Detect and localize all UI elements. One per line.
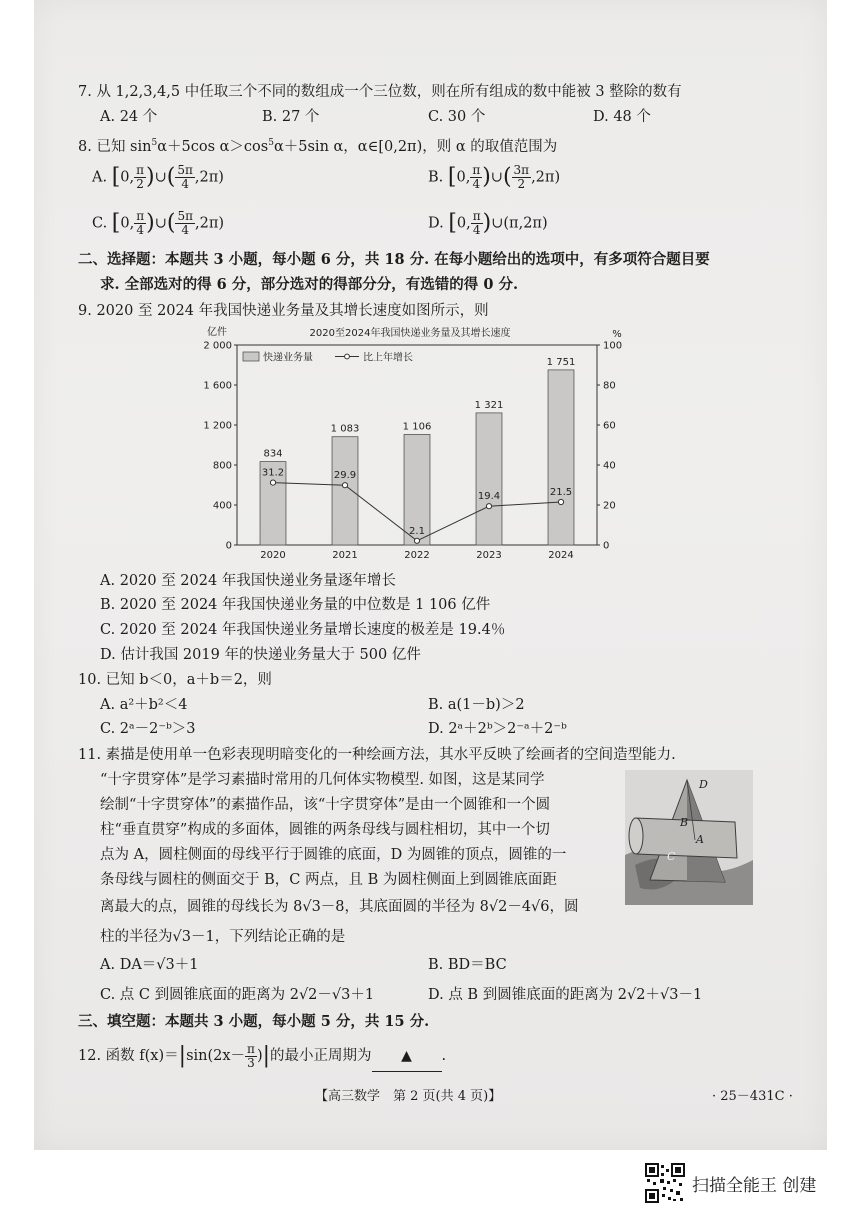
section-2-heading: 二、选择题：本题共 3 小题，每小题 6 分，共 18 分. 在每小题给出的选项中，有多项符合题目要 <box>78 251 710 268</box>
q11-option-a: A. DA＝√3＋1 <box>100 957 199 973</box>
q10-stem: 10. 已知 b＜0，a＋b＝2，则 <box>78 672 272 688</box>
page-footer: 【高三数学 第 2 页(共 4 页)】 <box>315 1089 502 1104</box>
growth-label-2020: 31.2 <box>261 467 285 479</box>
cross-penetration-sketch <box>625 770 753 905</box>
q11-option-c: C. 点 C 到圆锥底面的距离为 2√2－√3＋1 <box>100 987 375 1003</box>
legend-line-marker <box>345 354 350 359</box>
left-tick-label: 1 200 <box>203 420 232 432</box>
q8-stem: 8. 已知 $\sin^5\alpha+5\cos$ $\alpha>\cos^5\alpha+5\sin$ α，α∈[0,2π)，则 α 的取值范围为 <box>78 138 558 155</box>
label-d: D <box>699 778 708 791</box>
bar-label-2022: 1 106 <box>402 421 432 433</box>
q11-option-d: D. 点 B 到圆锥底面的距离为 2√2＋√3－1 <box>428 987 703 1003</box>
left-tick-label: 2 000 <box>203 340 232 352</box>
q9-stem: 9. 2020 至 2024 年我国快递业务量及其增长速度如图所示，则 <box>78 303 489 319</box>
x-tick-label: 2023 <box>476 550 502 561</box>
x-tick-label: 2022 <box>404 550 430 561</box>
q7-option-a: A. 24 个 <box>100 109 158 125</box>
q9-option-a: A. 2020 至 2024 年我国快递业务量逐年增长 <box>100 573 396 589</box>
growth-label-2023: 19.4 <box>477 491 501 503</box>
q9-option-b: B. 2020 至 2024 年我国快递业务量的中位数是 1 106 亿件 <box>100 597 491 613</box>
q7-stem: 7. 从 1,2,3,4,5 中任取三个不同的数组成一个三位数，则在所有组成的数中能被 3 整除的数有 <box>78 84 682 100</box>
q11-line-2: “十字贯穿体”是学习素描时常用的几何体实物模型. 如图，这是某同学 <box>100 772 545 788</box>
q11-line-3: 绘制“十字贯穿体”的素描作品，该“十字贯穿体”是由一个圆锥和一个圆 <box>100 797 551 813</box>
section-3-heading: 三、填空题：本题共 3 小题，每小题 5 分，共 15 分. <box>78 1013 430 1030</box>
growth-point-2021 <box>342 483 347 488</box>
sketch-svg <box>625 770 753 905</box>
right-axis-unit: % <box>612 329 622 340</box>
q12-answer-blank: ▲ <box>372 1041 442 1072</box>
x-tick-label: 2020 <box>260 550 286 561</box>
legend-line-label: 比上年增长 <box>363 352 413 364</box>
bar-2023 <box>476 413 502 545</box>
q7-option-b: B. 27 个 <box>262 109 320 125</box>
legend-bar-swatch <box>243 352 259 361</box>
q11-line-5: 点为 A，圆柱侧面的母线平行于圆锥的底面，D 为圆锥的顶点，圆锥的一 <box>100 847 567 863</box>
right-tick-label: 60 <box>603 420 616 432</box>
legend-bar-label: 快递业务量 <box>263 352 313 364</box>
q8-option-c: C. [0, $\frac{\pi}{4}$ )∪( $\frac{5\pi}{4}$ ,2π) <box>92 209 225 237</box>
right-tick-label: 80 <box>603 380 616 392</box>
q10-option-d: D. 2ᵃ＋2ᵇ＞2⁻ᵃ＋2⁻ᵇ <box>428 721 567 737</box>
left-axis-unit: 亿件 <box>207 327 227 338</box>
growth-point-2022 <box>414 538 419 543</box>
express-volume-chart <box>195 323 635 568</box>
q8-option-d: D. [0, $\frac{\pi}{4}$ )∪(π,2π) <box>428 209 548 237</box>
left-tick-label: 0 <box>225 540 232 552</box>
growth-point-2023 <box>486 504 491 509</box>
growth-label-2022: 2.1 <box>409 525 425 537</box>
x-tick-label: 2024 <box>548 550 574 561</box>
right-tick-label: 0 <box>603 540 610 552</box>
chart-title: 2020至2024年我国快递业务量及其增长速度 <box>309 328 511 339</box>
bar-2024 <box>548 370 574 545</box>
qr-svg <box>645 1163 685 1203</box>
x-tick-label: 2021 <box>332 550 358 561</box>
q10-option-a: A. a²＋b²＜4 <box>100 697 188 713</box>
q12-stem: 12. 函数 f(x)＝|sin(2x－ $\frac{\pi}{3}$ )|的最小正周期为 ▲ . <box>78 1041 446 1072</box>
q9-option-d: D. 估计我国 2019 年的快递业务量大于 500 亿件 <box>100 647 421 663</box>
label-c: C <box>667 850 676 863</box>
bar-label-2024: 1 751 <box>546 356 576 368</box>
q11-line-8: 柱的半径为√3－1，下列结论正确的是 <box>100 929 346 945</box>
growth-label-2024: 21.5 <box>549 487 573 498</box>
left-tick-label: 800 <box>212 460 232 472</box>
q7-option-d: D. 48 个 <box>593 109 651 125</box>
q10-option-c: C. 2ᵃ－2⁻ᵇ＞3 <box>100 721 196 737</box>
q10-option-b: B. a(1－b)＞2 <box>428 697 525 713</box>
growth-point-2024 <box>558 499 563 504</box>
label-b: B <box>680 816 689 829</box>
q11-option-b: B. BD＝BC <box>428 957 507 973</box>
right-tick-label: 40 <box>603 460 616 472</box>
growth-label-2021: 29.9 <box>333 470 357 482</box>
bar-label-2021: 1 083 <box>330 423 360 435</box>
q8-option-a: A. [0, $\frac{\pi}{2}$ )∪( $\frac{5\pi}{4}$ ,2π) <box>92 163 224 191</box>
bar-label-2023: 1 321 <box>474 399 504 411</box>
qr-code-icon <box>645 1163 685 1203</box>
growth-point-2020 <box>270 480 275 485</box>
left-tick-label: 400 <box>212 500 232 512</box>
right-tick-label: 100 <box>603 340 623 352</box>
bar-2021 <box>332 437 358 545</box>
q11-line-7: 离最大的点，圆锥的母线长为 8√3－8，其底面圆的半径为 8√2－4√6，圆 <box>100 899 579 915</box>
q9-option-c: C. 2020 至 2024 年我国快递业务量增长速度的极差是 19.4％ <box>100 622 506 638</box>
q7-option-c: C. 30 个 <box>428 109 486 125</box>
cylinder-end <box>629 818 643 854</box>
page-code: · 25－431C · <box>712 1089 793 1104</box>
q11-line-4: 柱“垂直贯穿”构成的多面体，圆锥的两条母线与圆柱相切，其中一个切 <box>100 822 550 838</box>
q8-option-b: B. [0, $\frac{\pi}{4}$ )∪( $\frac{3\pi}{2}$ ,2π) <box>428 163 561 191</box>
left-tick-label: 1 600 <box>203 380 232 392</box>
scanner-watermark: 扫描全能王 创建 <box>692 1176 817 1196</box>
label-a: A <box>696 833 704 846</box>
bar-label-2020: 834 <box>263 448 283 460</box>
right-tick-label: 20 <box>603 500 616 512</box>
q11-line-1: 11. 素描是使用单一色彩表现明暗变化的一种绘画方法，其水平反映了绘画者的空间造型能力. <box>78 747 676 763</box>
section-2-instructions: 求. 全部选对的得 6 分，部分选对的得部分分，有选错的得 0 分. <box>100 276 519 293</box>
q11-line-6: 条母线与圆柱的侧面交于 B，C 两点，且 B 为圆柱侧面上到圆锥底面距 <box>100 872 557 888</box>
chart-svg <box>195 323 635 568</box>
